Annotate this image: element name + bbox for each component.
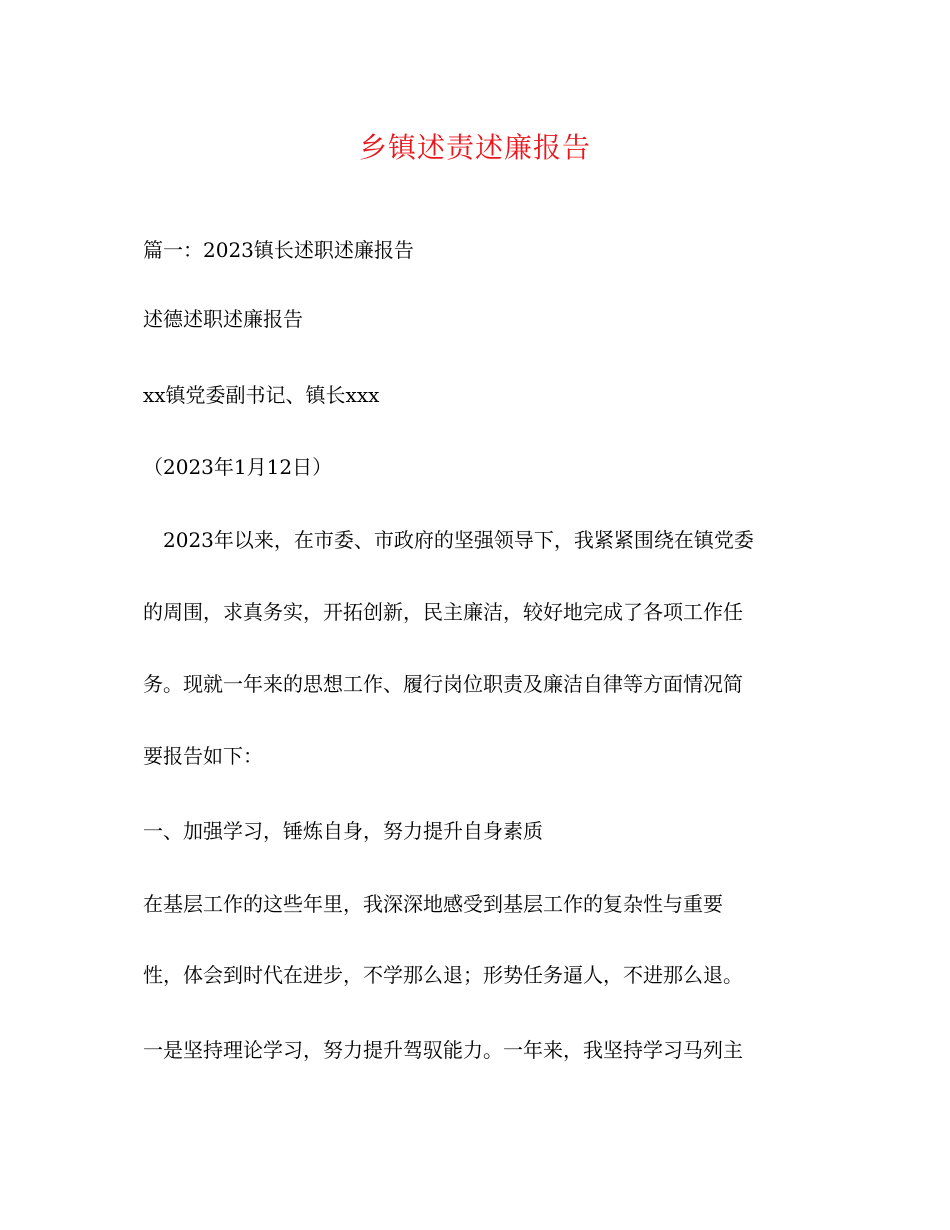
body-paragraph-line: 在基层工作的这些年里，我深深地感受到基层工作的复杂性与重要 <box>143 892 723 916</box>
body-paragraph-line: 性，体会到时代在进步，不学那么退；形势任务逼人，不进那么退。 <box>143 963 743 987</box>
body-paragraph-line: 一是坚持理论学习，努力提升驾驭能力。一年来，我坚持学习马列主 <box>143 1038 743 1062</box>
document-title: 乡镇述责述廉报告 <box>358 131 591 164</box>
author-line: xx镇党委副书记、镇长xxx <box>143 383 380 407</box>
body-paragraph-line: 要报告如下： <box>143 744 263 768</box>
body-paragraph-line: 的周围，求真务实，开拓创新，民主廉洁，较好地完成了各项工作任 <box>143 600 743 624</box>
section-heading-one: 一、加强学习，锤炼自身，努力提升自身素质 <box>143 819 543 843</box>
section-heading-article-one: 篇一：2023镇长述职述廉报告 <box>143 238 414 262</box>
body-paragraph-line: 2023年以来，在市委、市政府的坚强领导下，我紧紧围绕在镇党委 <box>143 528 754 552</box>
body-paragraph-line: 务。现就一年来的思想工作、履行岗位职责及廉洁自律等方面情况简 <box>143 672 743 696</box>
date-line: （2023年1月12日） <box>143 455 333 479</box>
report-subtitle: 述德述职述廉报告 <box>143 307 303 331</box>
